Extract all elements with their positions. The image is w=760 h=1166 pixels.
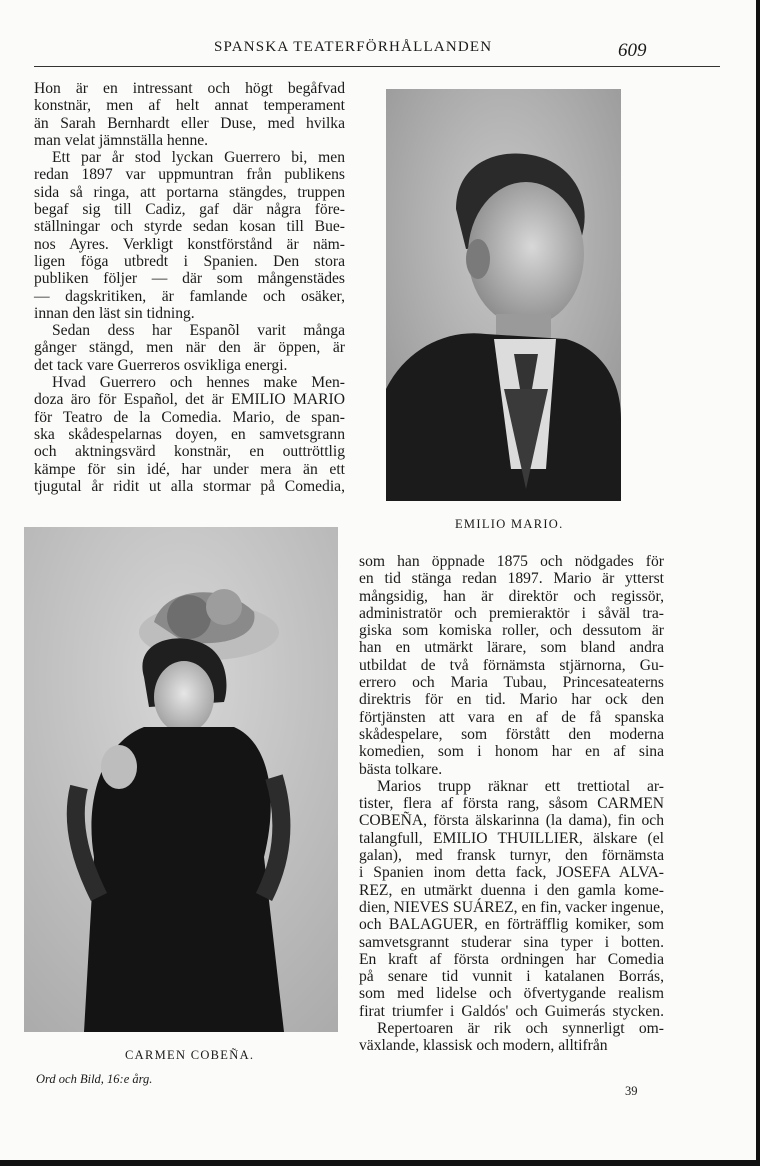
text-line: errero och Maria Tubau, Princesateaterns xyxy=(359,674,664,692)
caption-emilio-mario: EMILIO MARIO. xyxy=(455,517,564,531)
text-line: talangfull, EMILIO THUILLIER, älskare (el xyxy=(359,829,664,847)
text-line: en tid stänga redan 1897. Mario är ytterst xyxy=(359,570,664,588)
page-number: 609 xyxy=(618,40,647,61)
text-line: i Spanien inom detta fack, JOSEFA ALVA- xyxy=(359,864,664,882)
text-line: tister, flera af första rang, såsom CARMEN xyxy=(359,795,664,813)
text-line: och BALAGUER, en förträfflig komiker, som xyxy=(359,916,664,934)
text-line: som han öppnade 1875 och nödgades för xyxy=(359,553,664,570)
text-line: galan), med fransk turnyr, den förnämsta xyxy=(359,847,664,865)
text-line: REZ, en utmärkt duenna i den gamla kome- xyxy=(359,881,664,899)
text-line: gånger stängd, men när den är öppen, är xyxy=(34,339,345,357)
text-line: mångsidig, han är direktör och regissör, xyxy=(359,587,664,605)
text-line: skådespelare, som förstått den moderna xyxy=(359,725,664,743)
text-line: Marios trupp räknar ett trettiotal ar- xyxy=(377,777,664,795)
right-column-text xyxy=(359,553,664,1055)
text-line: för Teatro de la Comedia. Mario, de span- xyxy=(34,408,345,426)
text-line: Sedan dess har Espanõl varit många xyxy=(52,322,345,340)
text-line: redan 1897 var uppmuntran från publikens xyxy=(34,166,345,184)
scan-edge-right xyxy=(756,0,760,1166)
text-line: begaf sig till Cadiz, gaf där några före- xyxy=(34,201,345,219)
text-line: på senare tid vunnit i katalanen Borrás, xyxy=(359,968,664,986)
text-line: En kraft af första ordningen har Comedia xyxy=(359,950,664,968)
text-line: samvetsgrannt studerar sina typer i botten. xyxy=(359,933,664,951)
text-line: dien, NIEVES SUÁREZ, en fin, vacker ingenue, xyxy=(359,898,664,916)
running-header-title: SPANSKA TEATERFÖRHÅLLANDEN xyxy=(214,39,493,55)
text-line: det tack vare Guerreros osvikliga energi. xyxy=(34,356,288,374)
text-line: kämpe för sin idé, har under mera än ett xyxy=(34,460,345,478)
photo-carmen-cobena xyxy=(24,527,338,1032)
text-line: växlande, klassisk och modern, alltifrån xyxy=(359,1037,608,1055)
text-line: man velat jämnställa henne. xyxy=(34,131,209,149)
text-line: förtjänsten att vara en af de få spanska xyxy=(359,708,664,726)
text-line: nos Ayres. Verkligt konstförstånd är näm- xyxy=(34,235,345,253)
left-column-text xyxy=(34,80,345,495)
text-line: doza äro för Español, det är EMILIO MARIO xyxy=(34,391,345,409)
text-line: Hvad Guerrero och hennes make Men- xyxy=(52,374,345,392)
text-line: utbildat de två förnämsta stjärnorna, Gu- xyxy=(359,656,664,674)
text-line: än Sarah Bernhardt eller Duse, med hvilka xyxy=(34,114,345,132)
text-line: innan den läst sin tidning. xyxy=(34,304,195,322)
text-line: ligen föga utbredt i Spanien. Den stora xyxy=(34,252,345,270)
scan-edge-bottom xyxy=(0,1160,760,1166)
text-line: firat triumfer i Galdós' och Guimerás stycken. xyxy=(359,1002,664,1020)
text-line: och aktningsvärd konstnär, en outtröttlig xyxy=(34,443,345,461)
photo-emilio-mario xyxy=(386,89,621,501)
signature-folio: 39 xyxy=(625,1084,638,1098)
text-line: giska som komiska roller, och dessutom är xyxy=(359,622,664,640)
text-line: Ett par år stod lyckan Guerrero bi, men xyxy=(52,149,345,167)
text-line: publiken följer — där som mångenstädes xyxy=(34,270,345,288)
text-line: Repertoaren är rik och synnerligt om- xyxy=(377,1020,664,1038)
text-line: administratör och premieraktör i såväl tra- xyxy=(359,604,664,622)
text-line: direktris för en tid. Mario har ock den xyxy=(359,691,664,709)
text-line: som med lidelse och öfvertygande realism xyxy=(359,985,664,1003)
text-line: konstnär, men af helt annat temperament xyxy=(34,97,345,115)
text-line: Hon är en intressant och högt begåfvad xyxy=(34,80,345,97)
text-line: bästa tolkare. xyxy=(359,760,443,778)
text-line: sida så ringa, att portarna stängdes, truppen xyxy=(34,183,345,201)
header-rule xyxy=(34,66,720,67)
text-line: ska skådespelarnas doyen, en samvetsgrann xyxy=(34,425,345,443)
publication-credit: Ord och Bild, 16:e årg. xyxy=(36,1072,153,1086)
text-line: tjugutal år ridit ut alla stormar på Comedia, xyxy=(34,477,345,495)
text-line: COBEÑA, första älskarinna (la dama), fin och xyxy=(359,812,664,830)
text-line: ställningar och styrde sedan kosan till Bue- xyxy=(34,218,345,236)
text-line: han en utmärkt lärare, som bland andra xyxy=(359,639,664,657)
text-line: — dagskritiken, är famlande och osäker, xyxy=(34,287,345,305)
text-line: komedien, som i honom har en af sina xyxy=(359,743,664,761)
caption-carmen-cobena: CARMEN COBEÑA. xyxy=(125,1048,255,1062)
